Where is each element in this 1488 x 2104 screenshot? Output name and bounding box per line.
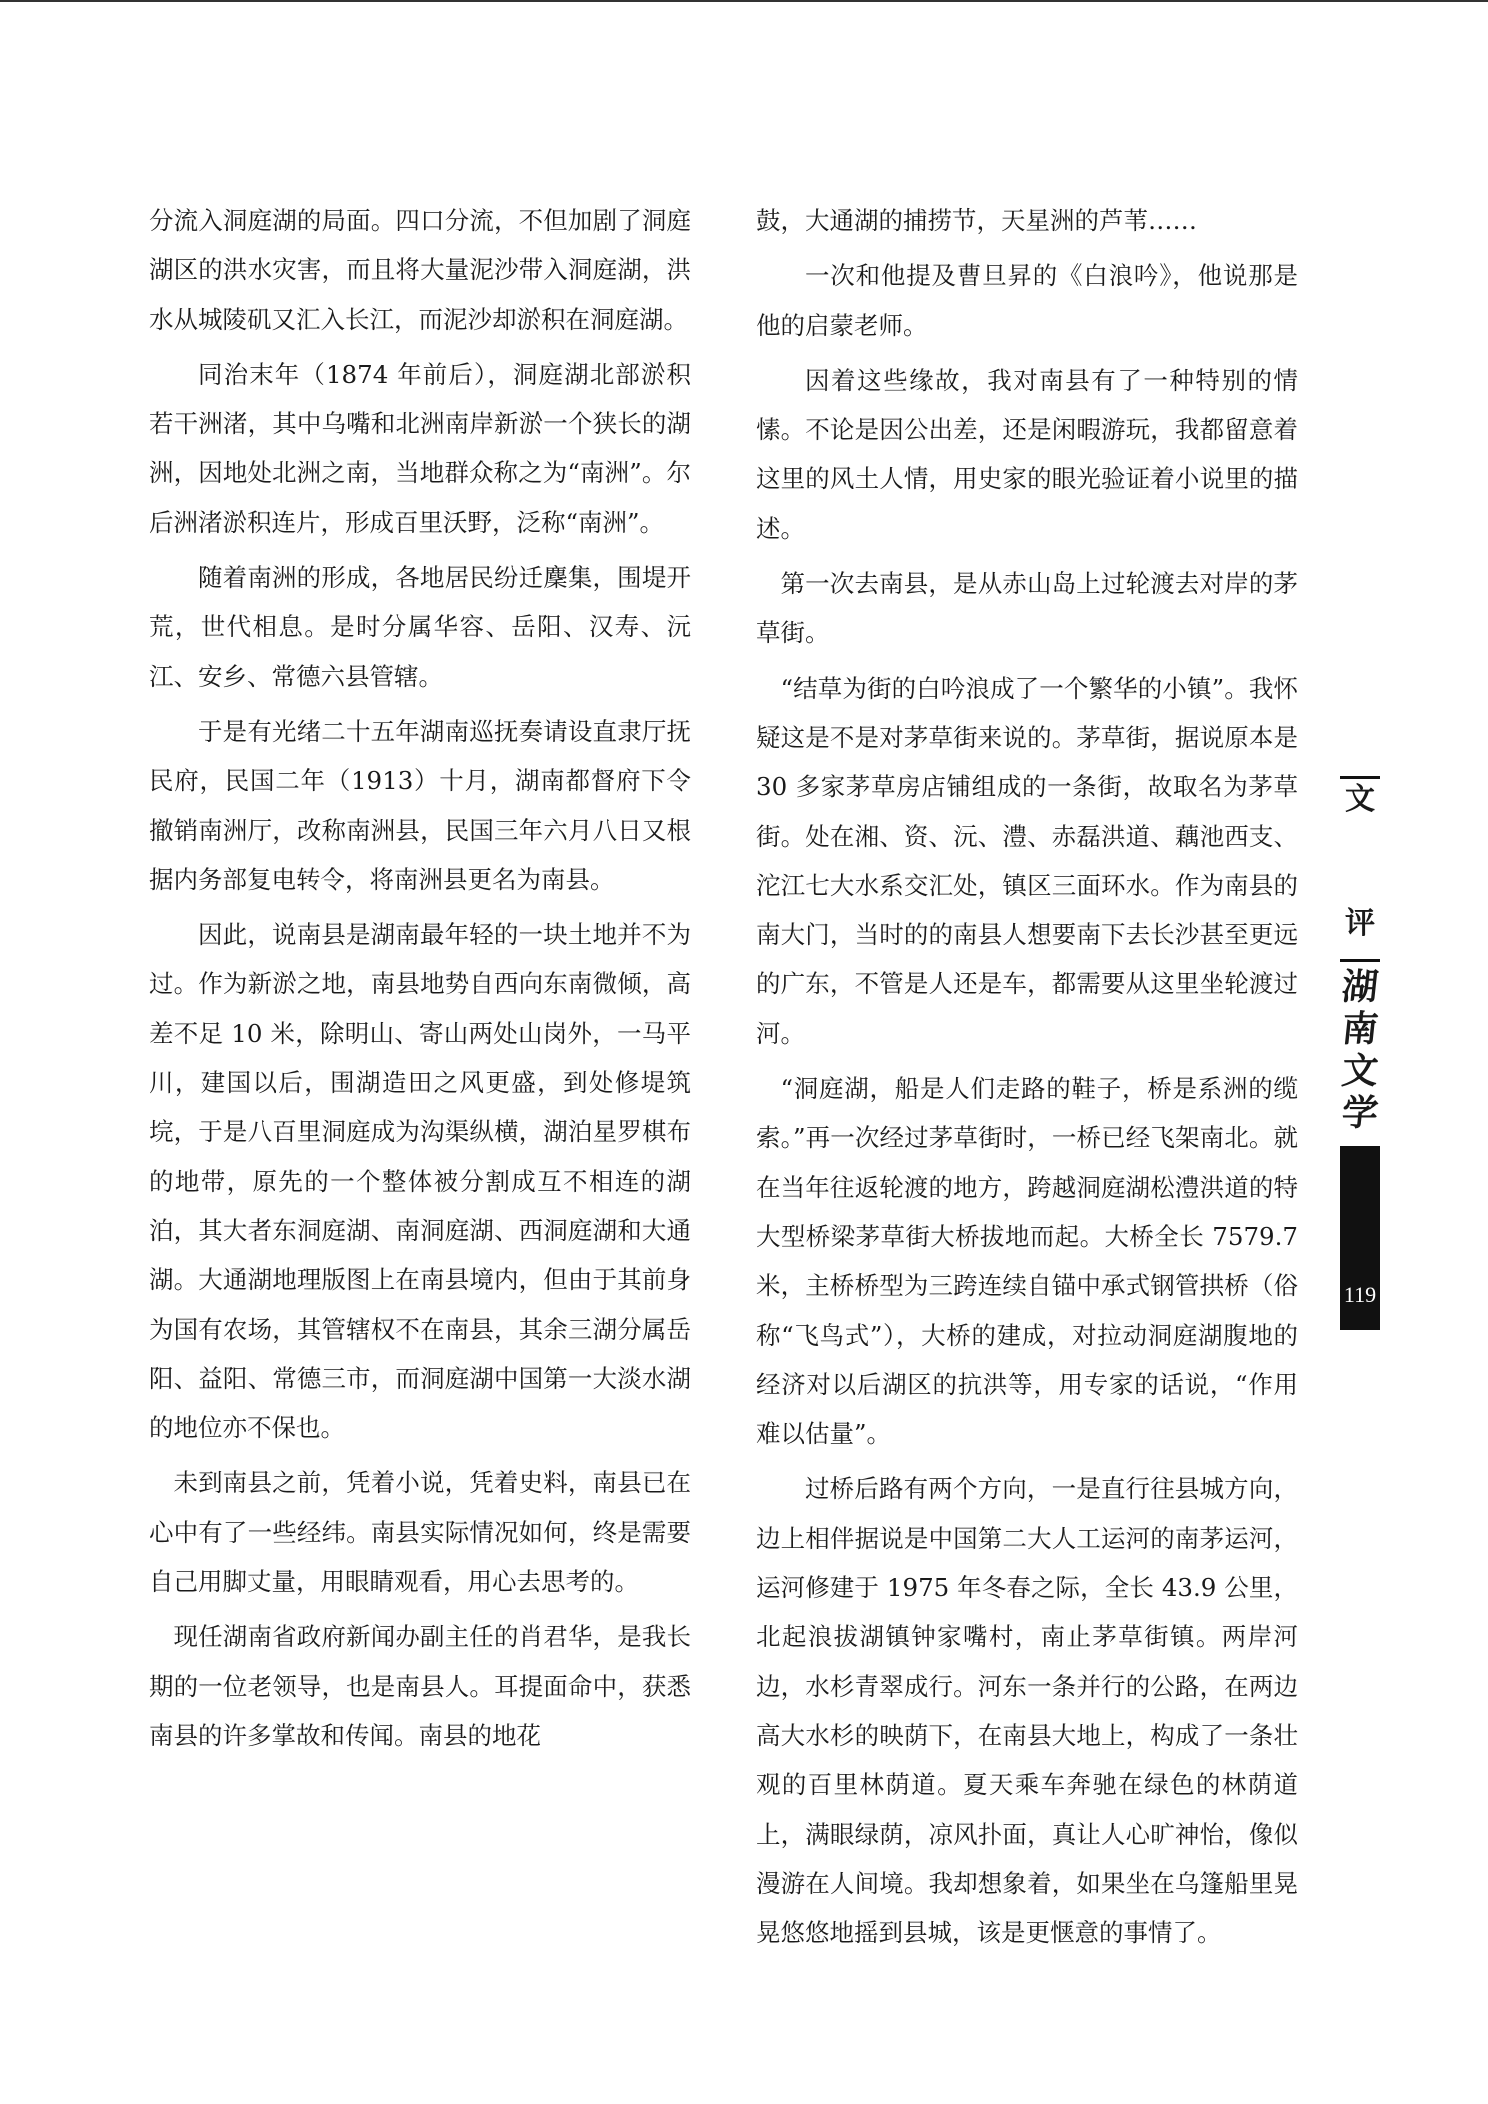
right-paragraph-5: “结草为街的白吟浪成了一个繁华的小镇”。我怀疑这是不是对茅草街来说的。茅草街，据说原本是 30 多家茅草房店铺组成的一条街，故取名为茅草街。处在湘、资、沅、澧、赤磊洪道、藕池西支、沱江七大水系交汇处，镇区三面环水。作为南县的南大门，当时的的南县人想要南下去长沙甚至更远的广东，不管是人还是车，都需要从这里坐轮渡过河。 xyxy=(756,673,1298,1048)
right-paragraph-3: 因着这些缘故，我对南县有了一种特别的情愫。不论是因公出差，还是闲暇游玩，我都留意着这里的风土人情，用史家的眼光验证着小说里的描述。 xyxy=(756,365,1298,543)
left-paragraph-1: 分流入洞庭湖的局面。四口分流，不但加剧了洞庭湖区的洪水灾害，而且将大量泥沙带入洞庭湖，洪水从城陵矶又汇入长江，而泥沙却淤积在洞庭湖。 xyxy=(149,206,691,334)
right-text-column xyxy=(756,196,1298,1963)
left-paragraph-7: 现任湖南省政府新闻办副主任的肖君华，是我长期的一位老领导，也是南县人。耳提面命中，获悉南县的许多掌故和传闻。南县的地花 xyxy=(149,1622,691,1750)
right-paragraph-4: 第一次去南县，是从赤山岛上过轮渡去对岸的茅草街。 xyxy=(756,569,1298,648)
left-paragraph-6: 未到南县之前，凭着小说，凭着史料，南县已在心中有了一些经纬。南县实际情况如何，终是需要自己用脚丈量，用眼睛观看，用心去思考的。 xyxy=(149,1468,691,1597)
logo-char-1: 湖 xyxy=(1339,966,1381,1008)
left-text-column xyxy=(149,196,691,1766)
top-border-rule xyxy=(0,0,1488,2)
section-char-wen: 文 xyxy=(1345,782,1375,817)
rail-rule-top xyxy=(1340,776,1380,779)
logo-char-2: 南 xyxy=(1339,1008,1381,1050)
left-paragraph-4: 于是有光绪二十五年湖南巡抚奏请设直隶厅抚民府，民国二年（1913）十月，湖南都督府下令撤销南洲厅，改称南洲县，民国三年六月八日又根据内务部复电转令，将南洲县更名为南县。 xyxy=(149,716,691,894)
logo-char-3: 文 xyxy=(1339,1050,1381,1092)
logo-char-4: 学 xyxy=(1339,1092,1381,1134)
left-paragraph-3: 随着南洲的形成，各地居民纷迁麇集，围堤开荒，世代相息。是时分属华容、岳阳、汉寿、沅江、安乡、常德六县管辖。 xyxy=(149,563,691,691)
rail-rule-mid xyxy=(1340,959,1380,962)
right-paragraph-2: 一次和他提及曹旦昇的《白浪吟》，他说那是他的启蒙老师。 xyxy=(756,261,1298,340)
right-paragraph-7: 过桥后路有两个方向，一是直行往县城方向，边上相伴据说是中国第二大人工运河的南茅运河，运河修建于 1975 年冬春之际，全长 43.9 公里，北起浪拔湖镇钟家嘴村，南止茅草街镇。两岸河边，水杉青翠成行。河东一条并行的公路，在两边高大水杉的映荫下，在南县大地上，构成了一条壮观的百里林荫道。夏天乘车奔驰在绿色的林荫道上，满眼绿荫，凉风扑面，真让人心旷神怡，像似漫游在人间境。我却想象着，如果坐在乌篷船里晃晃悠悠地摇到县城，该是更惬意的事情了。 xyxy=(756,1474,1298,1948)
section-char-ping: 评 xyxy=(1345,906,1375,941)
left-paragraph-2: 同治末年（1874 年前后），洞庭湖北部淤积若干洲渚，其中乌嘴和北洲南岸新淤一个狭长的湖洲，因地处北洲之南，当地群众称之为“南洲”。尔后洲渚淤积连片，形成百里沃野，泛称“南洲”。 xyxy=(149,359,691,537)
hunan-literature-logo xyxy=(1340,966,1380,1134)
page-number: 119 xyxy=(1343,1282,1377,1307)
left-paragraph-5: 因此，说南县是湖南最年轻的一块土地并不为过。作为新淤之地，南县地势自西向东南微倾，高差不足 10 米，除明山、寄山两处山岗外，一马平川，建国以后，围湖造田之风更盛，到处修堤筑垸，于是八百里洞庭成为沟渠纵横，湖泊星罗棋布的地带，原先的一个整体被分割成互不相连的湖泊，其大者东洞庭湖、南洞庭湖、西洞庭湖和大通湖。大通湖地理版图上在南县境内，但由于其前身为国有农场，其管辖权不在南县，其余三湖分属岳阳、益阳、常德三市，而洞庭湖中国第一大淡水湖的地位亦不保也。 xyxy=(149,920,691,1443)
right-paragraph-6: “洞庭湖，船是人们走路的鞋子，桥是系洲的缆索。”再一次经过茅草街时，一桥已经飞架南北。就在当年往返轮渡的地方，跨越洞庭湖松澧洪道的特大型桥梁茅草街大桥拔地而起。大桥全长 7579.7 米，主桥桥型为三跨连续自锚中承式钢管拱桥（俗称“飞鸟式”），大桥的建成，对拉动洞庭湖腹地的经济对以后湖区的抗洪等，用专家的话说，“作用难以估量”。 xyxy=(756,1074,1298,1449)
right-paragraph-1: 鼓，大通湖的捕捞节，天星洲的芦苇…… xyxy=(756,206,1197,235)
